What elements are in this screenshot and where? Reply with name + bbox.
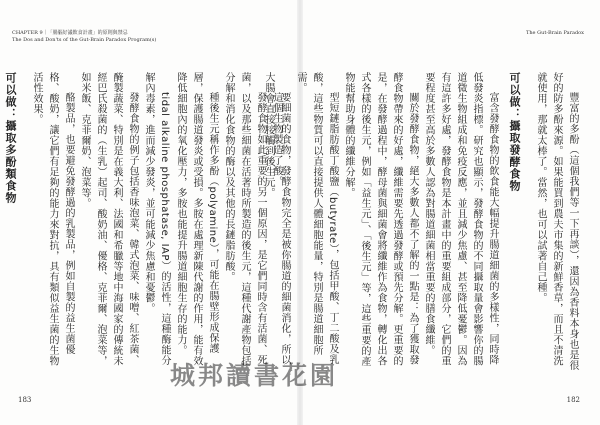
paragraph: 關於發酵食物，絕大多數人都不了解的一點是：為了獲取發酵食物帶來的好處，纖維需要先透過發酵或預先分解。更重要的是，在發酵過程中，酵母菌與細菌會將纖維作為食物，轉化出各式各樣的後生元，例如「益生元」、「後生元」等，這些重要的產物能幫助身體的纖維分解。 — [343, 72, 418, 367]
right-running-head: The Gut-Brain Paradox — [526, 30, 584, 36]
paragraph: 型短鏈脂肪酸丁酸鹽（butyrate），包括甲酸、丁二酸及乳酸，這些物質可以直接提供人體細胞能量，特別是腸道細胞所需。 — [295, 72, 338, 365]
paragraph: 這個生物製造了酸。 — [271, 92, 282, 187]
paragraph: 發酵食物的例子包括香味泡菜、韓式泡菜、味噌、紅茶菌、醃製蔬菜、特別是在義大利、法國和希臘等地中海國家的傳統未經巴氏殺菌的（生乳）起司、酸奶油、優格、克菲爾、泡菜等，如米飯、克菲爾奶、泡菜等。 — [79, 72, 138, 366]
watermark-text: 城邦讀書花園 — [170, 361, 339, 390]
left-body-text — [4, 72, 284, 372]
section-heading: 可以做：攝取多酚類食物 — [4, 72, 17, 204]
paragraph: 酪製品，也要避免發酵過的乳製品，例如自製的益生菌優格、酸奶，讓它們有足夠的能力來對抗，具有類似益生菌的生物活性效果。 — [31, 72, 74, 366]
chapter-subtitle: The Dos and Don'ts of the Gut-Brain Paradox Program(s) — [12, 37, 157, 43]
section-heading: 可以做：攝取發酵食物 — [508, 72, 521, 192]
paragraph: 發酵食物如此重要的另一個原因，是它們同時含有活菌、死菌，以及那些細菌在活著時所製造的後生元，這種代謝產物包括分解和消化食物的酶以及其他的長鏈脂肪酸。 — [223, 72, 266, 366]
paragraph: 富含發酵食物的飲食能大幅提升腸道細菌的多樣性，同時降低發炎指標。研究也顯示，發酵食物的不同攝取量會影響你的腸道微生物組成和免疫反應，並且減少焦慮、甚至降低憂鬱。因為有這許多好處，發酵食物是本計畫中的重要組成部分，它們的重要程度甚至高於多數人認為對腸道細菌相當重要的膳食纖維。 — [423, 72, 498, 366]
paragraph: 豐富的多酚（這個我們等一下再談），還因為香料本身也是很好的防多酚來源。如果能買到農夫市集的新鮮香草，而且不清洗就使用，那就太棒了。當然，也可以試著自己種。 — [535, 72, 578, 371]
right-page-number: 182 — [566, 396, 580, 404]
left-running-head — [12, 30, 156, 44]
paragraph: 種後生元稱作多酚（polyamine），可能在腸壁形成保護層，保護腸道發炎或受損。多胺在處理新陳代謝的作用，能有效降低細胞內的氧化壓力，多胺也能提升腸道細胞生存的能力。 — [175, 72, 218, 366]
chapter-title: CHAPTER 9｜「腸腦好議飲食計畫」的原則與禁忌 — [12, 30, 128, 36]
paragraph: tidal alkaline phosphatase, IAP）的活性，這種酶能分解內毒素，進而減少發炎，並可能減少焦慮和憂鬱。 — [143, 72, 170, 366]
left-page-number: 183 — [18, 396, 32, 404]
paragraph: 要細菌的食物，發酵食物完全是被你腸道的細菌消化，所以大腸會直接接觸到後生元。 — [263, 72, 290, 365]
